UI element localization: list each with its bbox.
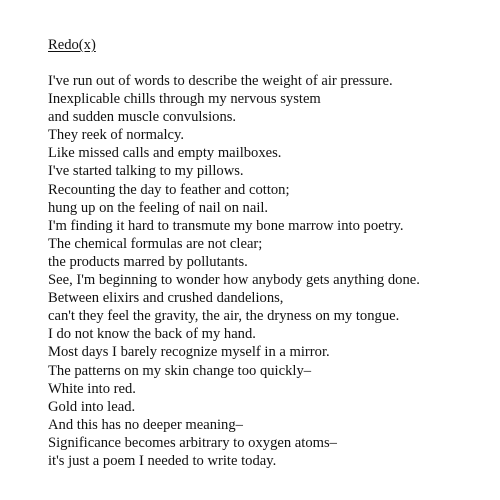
poem-line: Most days I barely recognize myself in a mirror. [48,344,330,361]
poem-line: And this has no deeper meaning– [48,416,243,433]
poem-line: Like missed calls and empty mailboxes. [48,145,282,162]
poem-body [48,72,420,470]
poem-line: The chemical formulas are not clear; [48,235,263,252]
poem-line: I've started talking to my pillows. [48,163,244,180]
poem-line: Inexplicable chills through my nervous system [48,91,321,108]
poem-title: Redo(x) [48,37,96,53]
poem-line: I've run out of words to describe the weight of air pressure. [48,73,393,89]
poem-line: Recounting the day to feather and cotton; [48,181,290,198]
poem-line: Significance becomes arbitrary to oxygen atoms– [48,434,337,451]
poem-line: Between elixirs and crushed dandelions, [48,290,284,307]
poem-line: can't they feel the gravity, the air, the dryness on my tongue. [48,308,400,325]
poem-line: White into red. [48,380,136,397]
poem-line: and sudden muscle convulsions. [48,109,237,126]
poem-line: The patterns on my skin change too quickly– [48,362,312,379]
poem-line: I'm finding it hard to transmute my bone marrow into poetry. [48,217,404,234]
poem-line: I do not know the back of my hand. [48,326,256,343]
poem-line: the products marred by pollutants. [48,253,248,270]
poem-line: They reek of normalcy. [48,127,185,144]
poem-line: hung up on the feeling of nail on nail. [48,199,269,216]
poem-line: it's just a poem I needed to write today. [48,452,277,469]
poem-line: Gold into lead. [48,398,136,415]
poem-line: See, I'm beginning to wonder how anybody gets anything done. [48,272,420,289]
